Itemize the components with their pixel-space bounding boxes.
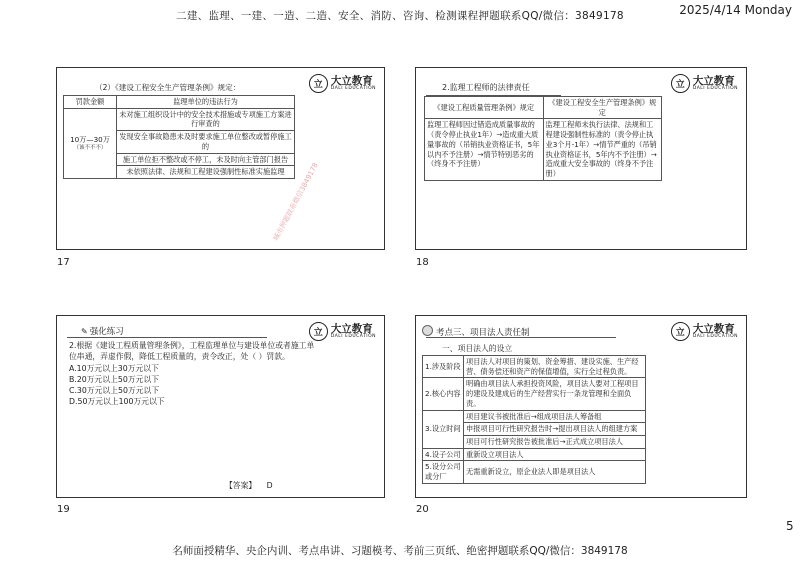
table-cell: 未对施工组织设计中的安全技术措施或专项施工方案进行审查的 <box>117 108 295 130</box>
logo-sub: DALI EDUCATION <box>692 334 738 339</box>
page-number: 5 <box>786 519 794 533</box>
slide-17-title: （2）《建设工程安全生产管理条例》规定： <box>95 83 241 92</box>
logo-icon: 立 <box>671 74 690 93</box>
slide-20-title-text: 考点三、项目法人责任制 <box>436 328 530 338</box>
question-text: 2.根据《建设工程质量管理条例》，工程监理单位与建设单位或者施工单位串通，弄虚作假，降低工程质量的，责令改正，处（ ）罚款。 <box>69 341 315 362</box>
slide-19 <box>56 315 385 498</box>
slide-17 <box>56 67 385 250</box>
option-a: A.10万元以上30万元以下 <box>69 363 159 373</box>
row-label: 5.设分公司或分厂 <box>423 461 464 483</box>
edit-icon: ✎ <box>81 327 88 336</box>
table-cell: 申报项目可行性研究报告时→提出项目法人的组建方案 <box>464 423 646 436</box>
slide-20-subtitle: 一、项目法人的设立 <box>442 344 513 353</box>
slide-number: 19 <box>57 504 70 515</box>
logo-name: 大立教育 <box>692 322 735 335</box>
slide-20 <box>415 315 747 498</box>
table-header: 罚款金额 <box>64 96 117 109</box>
table-cell: 项目可行性研究报告被批准后→正式成立项目法人 <box>464 436 646 449</box>
logo <box>671 322 738 341</box>
logo-icon: 立 <box>309 322 328 341</box>
slide-number: 18 <box>416 257 429 268</box>
table-cell: 施工单位拒不整改或不停工，未及时向主管部门报告 <box>117 153 295 166</box>
slide-18-title: 2.监理工程师的法律责任 <box>442 83 530 92</box>
logo-sub: DALI EDUCATION <box>330 86 376 91</box>
amount: 10万—30万 <box>70 134 110 144</box>
slide-number: 20 <box>416 504 429 515</box>
option-c: C.30万元以上50万元以下 <box>69 386 160 396</box>
option-d: D.50万元以上100万元以下 <box>69 397 165 407</box>
table-cell: 监理工程师未执行法律、法规和工程建设强制性标准的（责令停止执业3个月-1年）→情节严重的（吊销执业资格证书，5年内不予注册）→造成重大安全事故的（终身不予注册） <box>543 119 662 180</box>
row-label: 4.设子公司 <box>423 448 464 461</box>
table-cell: 明确由项目法人承担投资风险，项目法人要对工程项目的建设及建成后的生产经营实行一条龙管理和全面负责。 <box>464 378 646 410</box>
date-label: 2025/4/14 Monday <box>679 3 792 17</box>
answer-label: 【答案】 <box>225 481 257 490</box>
amount-note: （该不不不） <box>73 144 107 151</box>
slide-17-table <box>63 95 295 179</box>
page-header: 二建、监理、一建、一造、二造、安全、消防、咨询、检测课程押题联系QQ/微信：3849178 <box>176 10 624 22</box>
table-cell: 项目建议书被批准后→组成项目法人筹备组 <box>464 410 646 423</box>
row-label: 2.核心内容 <box>423 378 464 410</box>
row-label: 3.设立时间 <box>423 410 464 448</box>
title-underline <box>67 337 267 338</box>
answer-value: D <box>266 481 273 490</box>
slide-20-table <box>422 355 646 484</box>
logo-name: 大立教育 <box>692 74 735 87</box>
logo <box>309 322 376 341</box>
page-footer: 名师面授精华、央企内训、考点串讲、习题模考、考前三页纸、绝密押题联系QQ/微信：3849178 <box>172 545 628 557</box>
logo-name: 大立教育 <box>330 74 373 87</box>
table-header: 《建设工程质量管理条例》规定 <box>425 97 544 119</box>
answer <box>225 480 273 491</box>
logo-sub: DALI EDUCATION <box>330 334 376 339</box>
table-cell: 未依照法律、法规和工程建设强制性标准实施监理 <box>117 166 295 179</box>
table-cell: 重新设立项目法人 <box>464 448 646 461</box>
table-cell: 无需重新设立，原企业法人即是项目法人 <box>464 461 646 483</box>
table-cell: 项目法人对项目的策划、资金筹措、建设实施、生产经营、债务偿还和资产的保值增值，实行全过程负责。 <box>464 356 646 378</box>
logo <box>671 74 738 93</box>
slide-number: 17 <box>57 257 70 268</box>
table-cell: 发现安全事故隐患未及时要求施工单位整改或暂停施工的 <box>117 131 295 153</box>
title-underline <box>426 337 616 338</box>
logo <box>309 74 376 93</box>
option-b: B.20万元以上50万元以下 <box>69 374 160 384</box>
gear-icon <box>422 325 433 336</box>
watermark: 城市押题联系微信3849178 <box>271 161 320 243</box>
slide-19-title <box>81 325 124 337</box>
slide-18-table <box>424 96 662 181</box>
slide-18 <box>415 67 747 250</box>
row-label: 1.涉及阶段 <box>423 356 464 378</box>
table-header: 《建设工程安全生产管理条例》规定 <box>543 97 662 119</box>
logo-sub: DALI EDUCATION <box>692 86 738 91</box>
logo-icon: 立 <box>671 322 690 341</box>
logo-icon: 立 <box>309 74 328 93</box>
logo-name: 大立教育 <box>330 322 373 335</box>
table-cell: 监理工程师因过错造成质量事故的（责令停止执业1年）→造成重大质量事故的（吊销执业资格证书，5年以内不予注册）→情节特别恶劣的（终身不予注册） <box>425 119 544 180</box>
slide-19-title-text: 强化练习 <box>89 327 124 337</box>
question-block <box>69 340 319 408</box>
table-header: 监理单位的违法行为 <box>117 96 295 109</box>
amount-cell <box>64 108 117 178</box>
